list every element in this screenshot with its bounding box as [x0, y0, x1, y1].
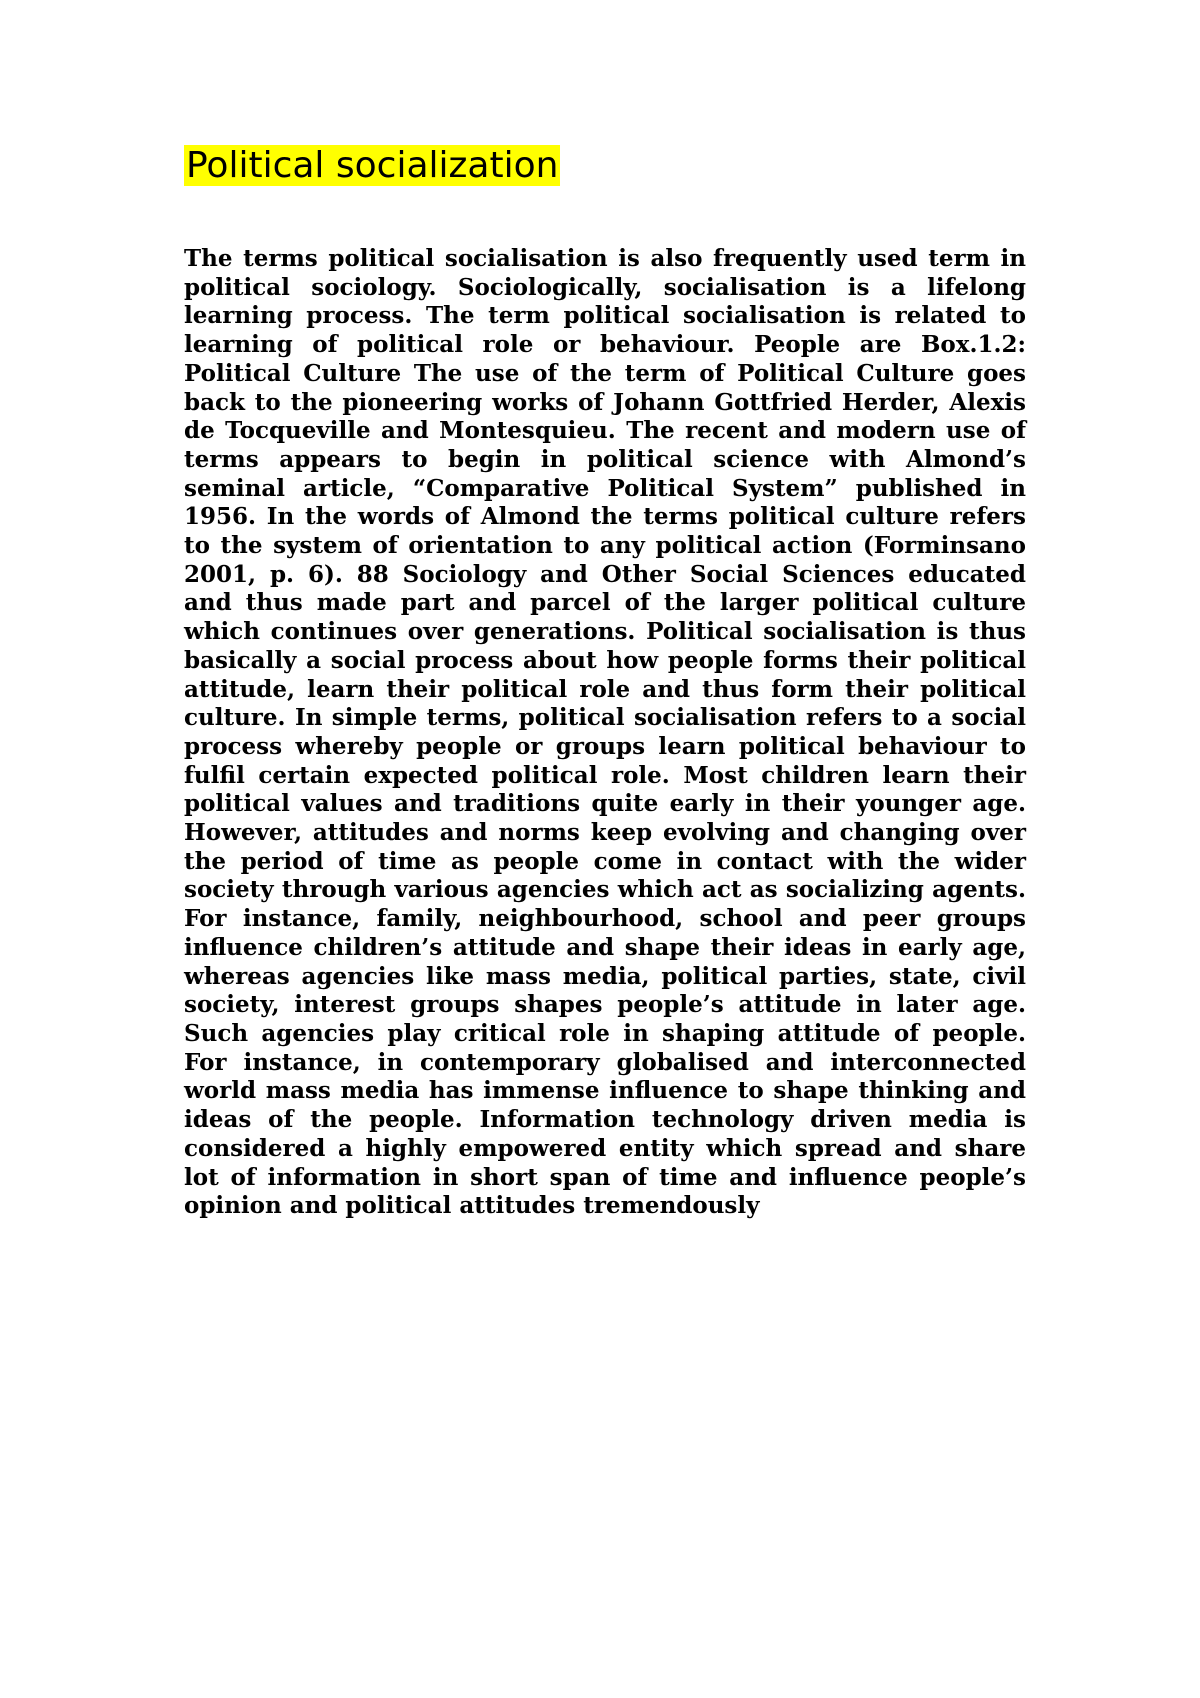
title-highlight: Political socialization: [186, 145, 559, 186]
page-title: [184, 142, 560, 190]
body-paragraph: The terms political socialisation is also frequently used term in political sociology. Sociologically, socialisation is a lifelong learning process. The term political socialisation is related to learning of political role or behaviour. People are Box.1.2: Political Culture The use of the term of Political Culture goes back to the pioneering works of Johann Gottfried Herder, Alexis de Tocqueville and Montesquieu. The recent and modern use of terms appears to begin in political science with Almond’s seminal article, “Comparative Political System” published in 1956. In the words of Almond the terms political culture refers to the system of orientation to any political action (Forminsano 2001, p. 6). 88 Sociology and Other Social Sciences educated and thus made part and parcel of the larger political culture which continues over generations. Political socialisation is thus basically a social process about how people forms their political attitude, learn their political role and thus form their political culture. In simple terms, political socialisation refers to a social process whereby people or groups learn political behaviour to fulfil certain expected political role. Most children learn their political values and traditions quite early in their younger age. However, attitudes and norms keep evolving and changing over the period of time as people come in contact with the wider society through various agencies which act as socializing agents. For instance, family, neighbourhood, school and peer groups influence children’s attitude and shape their ideas in early age, whereas agencies like mass media, political parties, state, civil society, interest groups shapes people’s attitude in later age. Such agencies play critical role in shaping attitude of people. For instance, in contemporary globalised and interconnected world mass media has immense influence to shape thinking and ideas of the people. Information technology driven media is considered a highly empowered entity which spread and share lot of information in short span of time and influence people’s opinion and political attitudes tremendously: [184, 245, 1026, 1220]
